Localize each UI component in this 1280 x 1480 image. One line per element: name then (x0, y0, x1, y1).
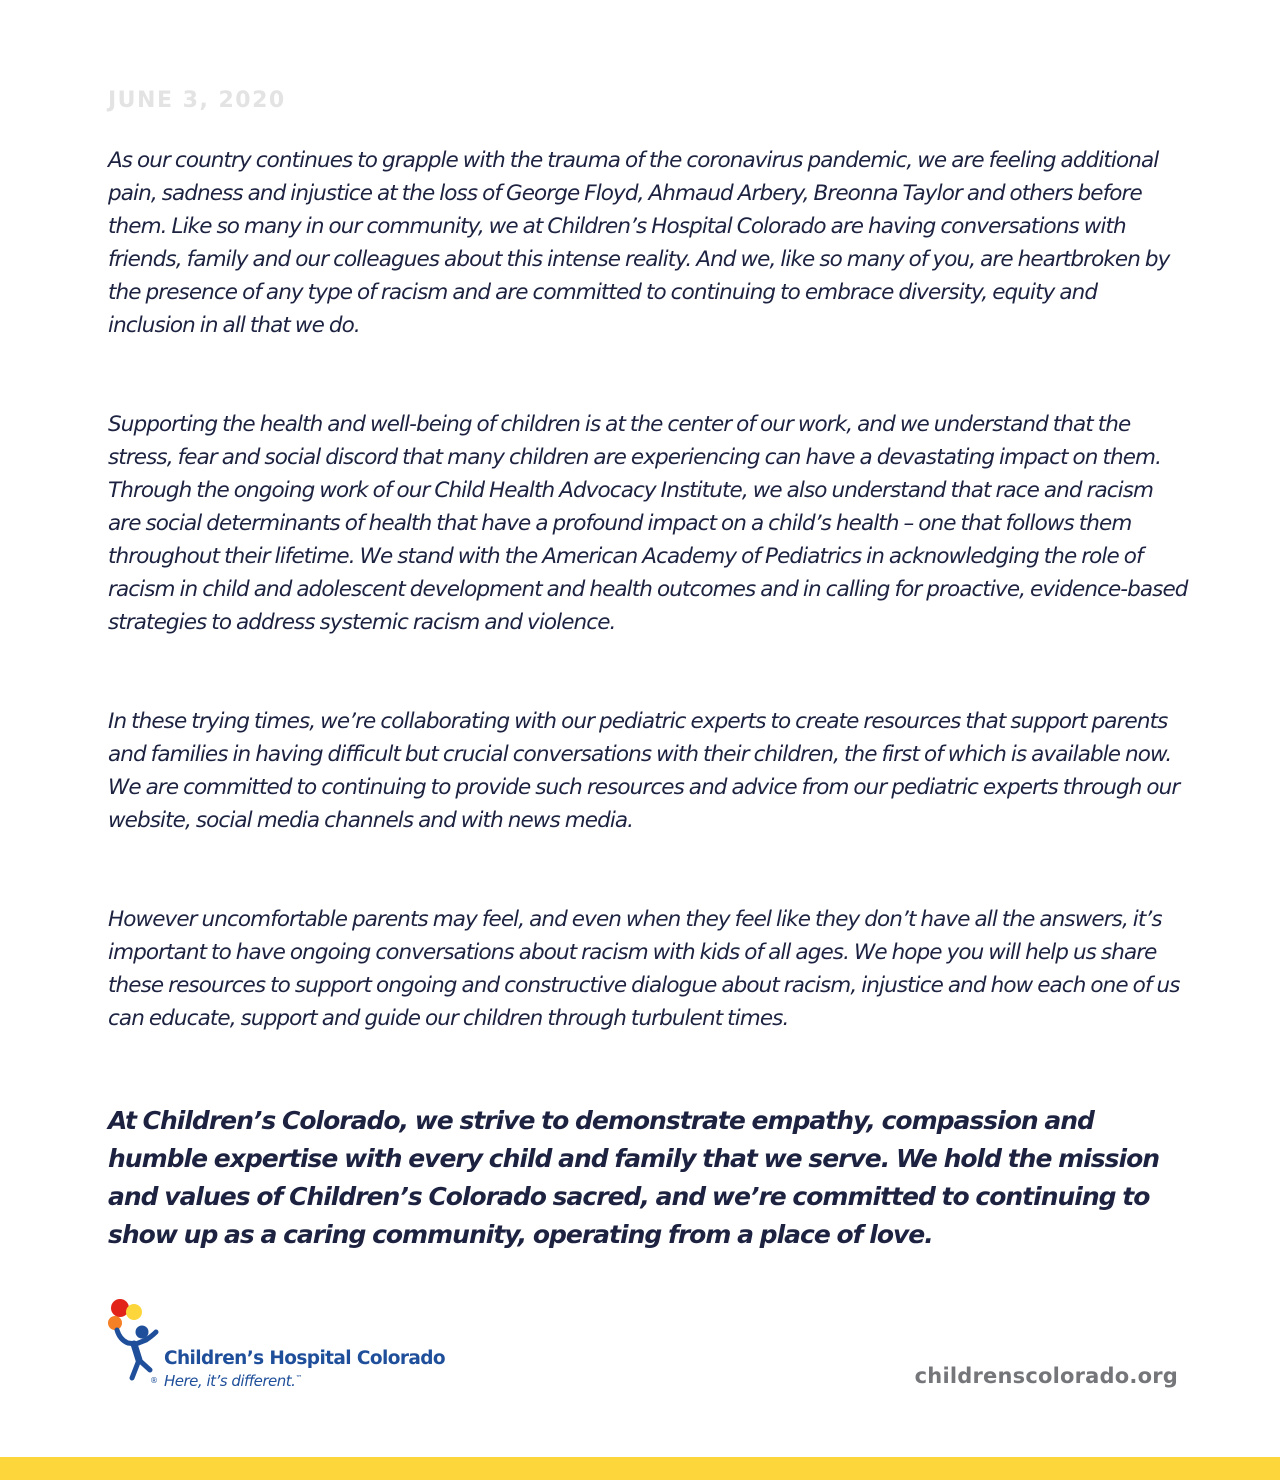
paragraph-2: Supporting the health and well-being of children is at the center of our work, and we understand that the stress, fear and social discord that many children are experiencing can have a devastating impact on them. Through the ongoing work of our Child Health Advocacy Institute, we also understand that race and racism are social determinants of health that have a profound impact on a child’s health – one that follows them throughout their lifetime. We stand with the American Academy of Pediatrics in acknowledging the role of racism in child and adolescent development and health outcomes and in calling for proactive, evidence-based strategies to address systemic racism and violence. (108, 412, 1188, 635)
logo-tagline-text: Here, it’s different. (164, 1372, 296, 1390)
website-url: childrenscolorado.org (914, 1364, 1178, 1388)
balloon-child-icon (106, 1296, 170, 1384)
childrens-hospital-logo (106, 1296, 486, 1402)
closing-statement: At Children’s Colorado, we strive to demonstrate empathy, compassion and humble expertise with every child and family that we serve. We hold the mission and values of Children’s Colorado sacred, and we’re committed to continuing to show up as a caring community, operating from a place of love. (108, 1106, 1160, 1249)
logo-trademark: ™ (295, 1374, 302, 1382)
logo-tagline (164, 1372, 302, 1390)
footer-bar (0, 1457, 1280, 1480)
logo-registered-mark: ® (150, 1376, 158, 1385)
letter-date: JUNE 3, 2020 (108, 88, 286, 113)
paragraph-3: In these trying times, we’re collaborating with our pediatric experts to create resources that support parents and families in having difficult but crucial conversations with their children, the first of which is available now. We are committed to continuing to provide such resources and advice from our pediatric experts through our website, social media channels and with news media. (108, 709, 1180, 833)
paragraph-4: However uncomfortable parents may feel, and even when they feel like they don’t have all the answers, it’s important to have ongoing conversations about racism with kids of all ages. We hope you will help us share these resources to support ongoing and constructive dialogue about racism, injustice and how each one of us can educate, support and guide our children through turbulent times. (108, 907, 1180, 1031)
logo-name: Children’s Hospital Colorado (164, 1348, 445, 1369)
paragraph-1: As our country continues to grapple with the trauma of the coronavirus pandemic, we are feeling additional pain, sadness and injustice at the loss of George Floyd, Ahmaud Arbery, Breonna Taylor and others before them. Like so many in our community, we at Children’s Hospital Colorado are having conversations with friends, family and our colleagues about this intense reality. And we, like so many of you, are heartbroken by the presence of any type of racism and are committed to continuing to embrace diversity, equity and inclusion in all that we do. (108, 148, 1170, 338)
